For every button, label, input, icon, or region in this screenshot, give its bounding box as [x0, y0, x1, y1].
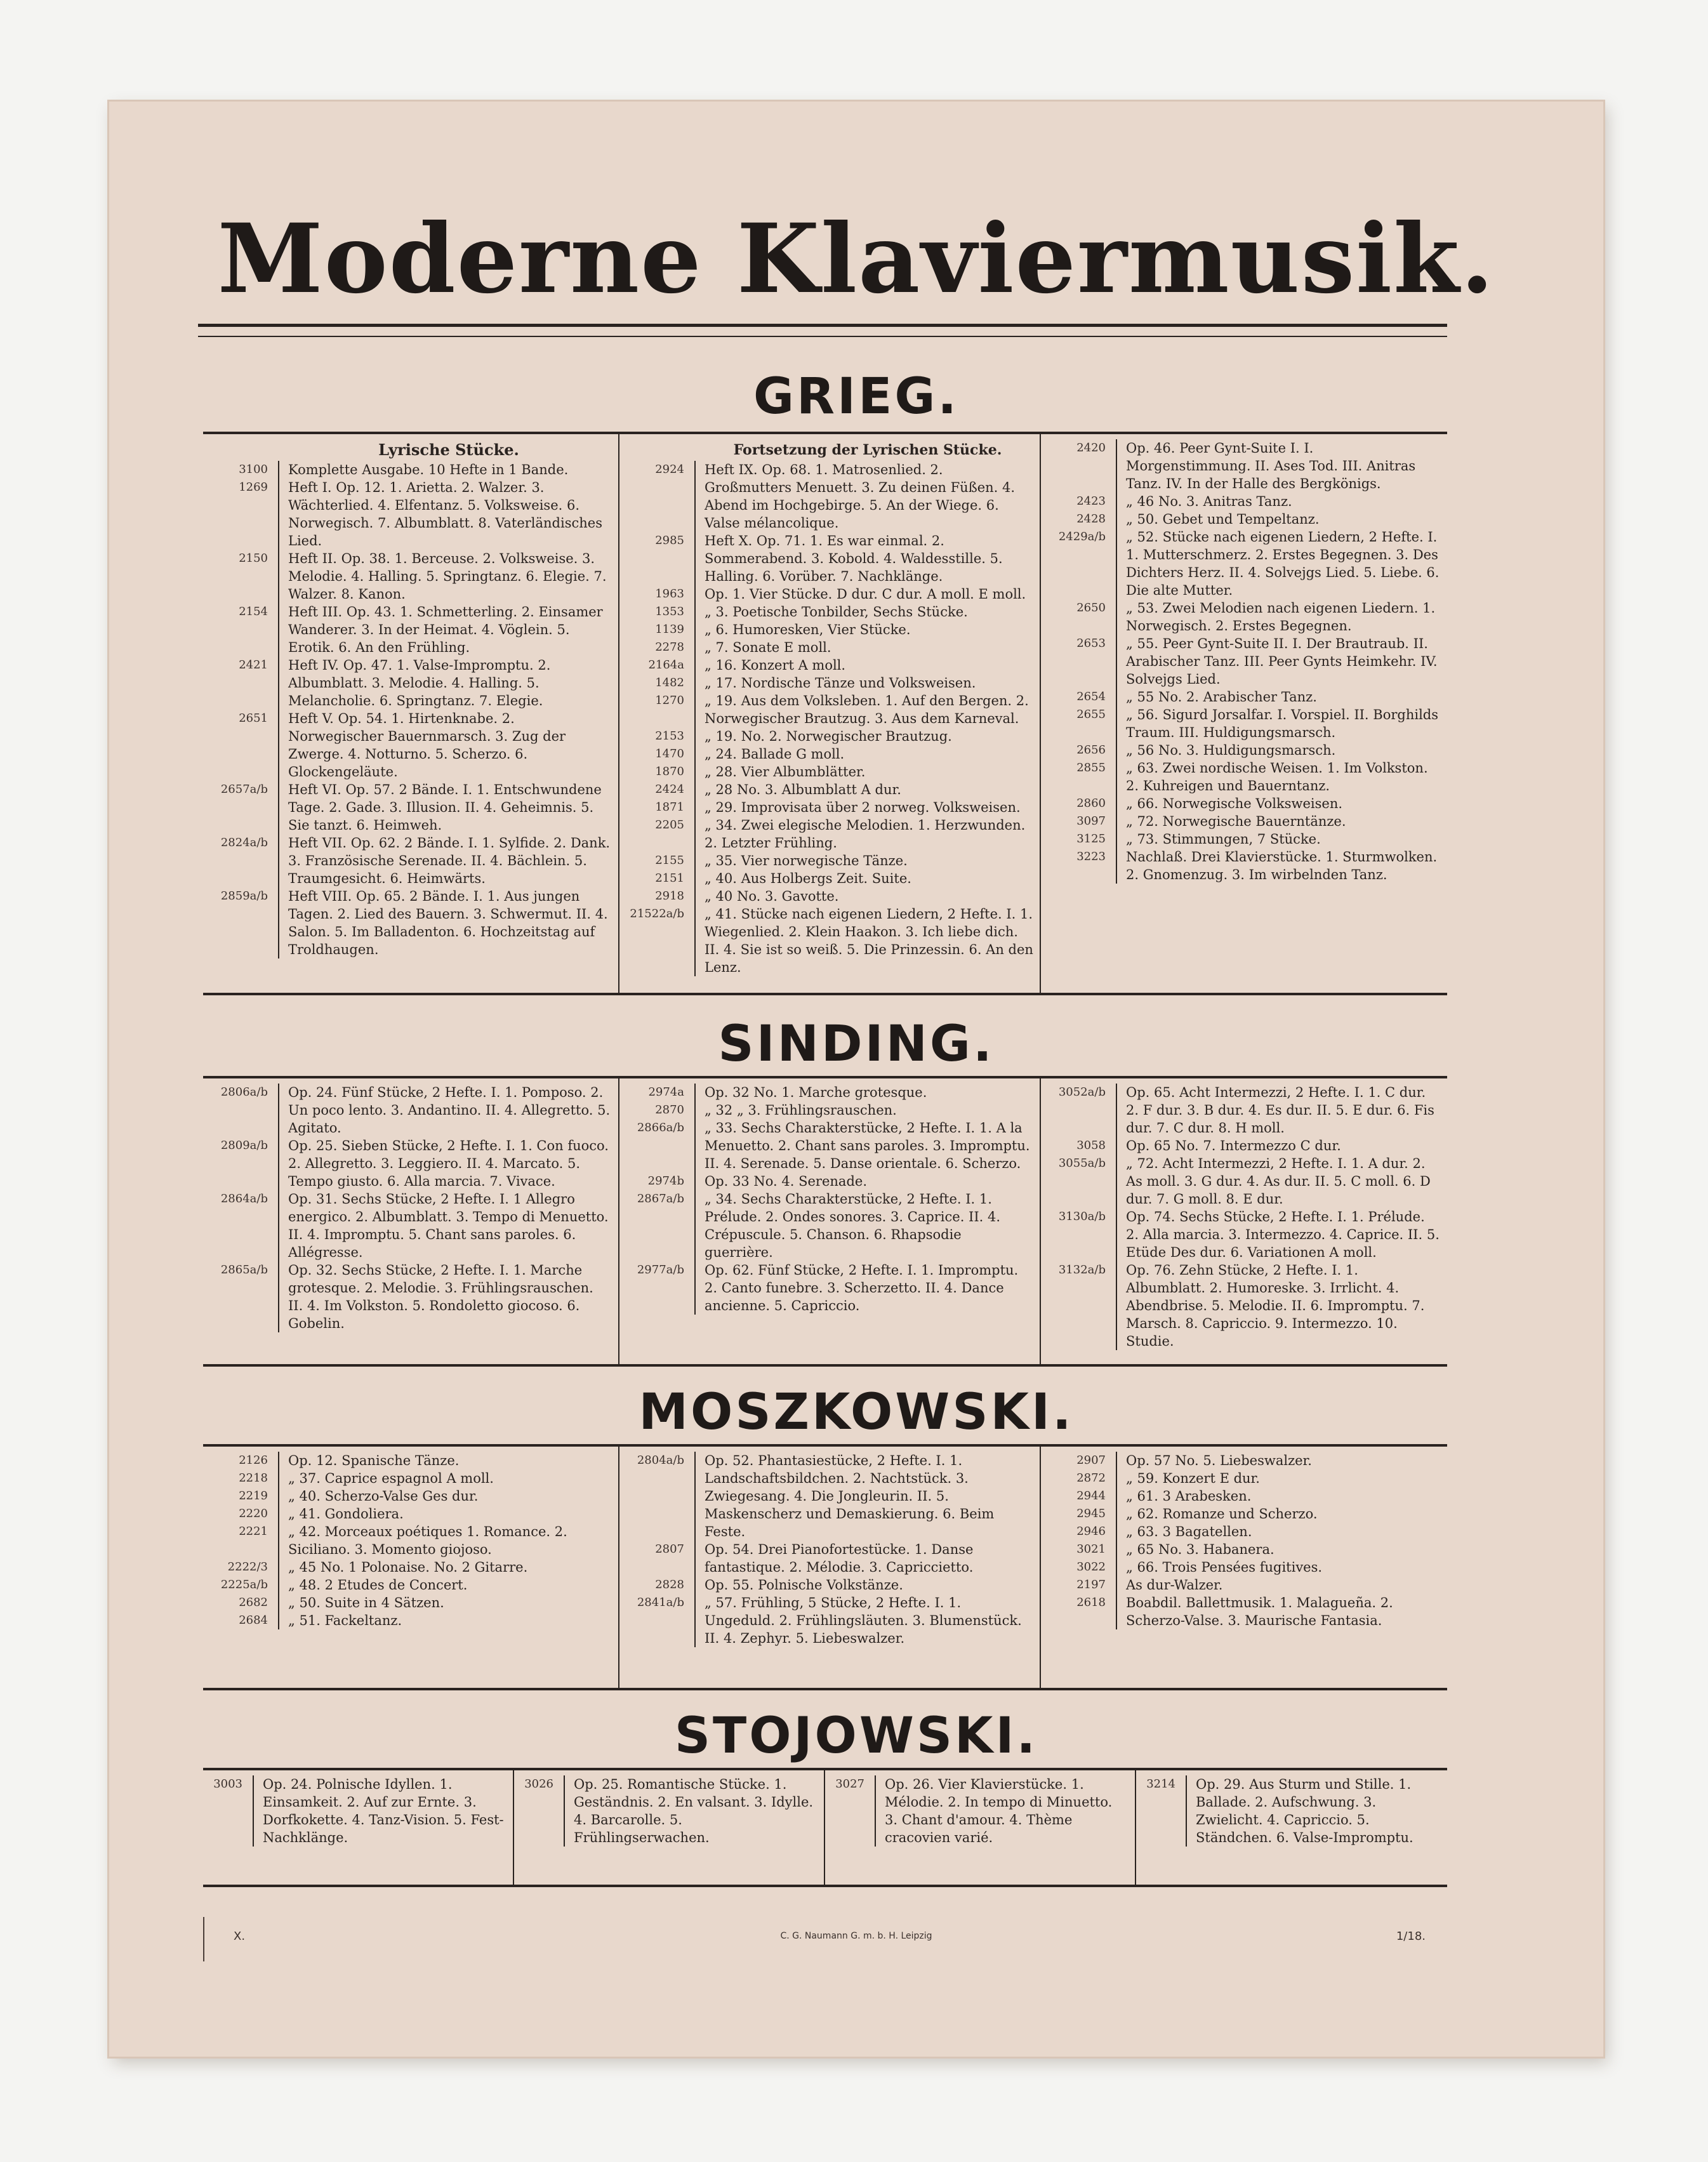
section-grieg — [203, 432, 1447, 995]
catalog-entry — [203, 710, 612, 781]
catalog-number: 1870 — [619, 763, 696, 781]
catalog-number: 2655 — [1041, 706, 1117, 741]
catalog-entry — [619, 674, 1033, 692]
catalog-number: 2151 — [619, 870, 696, 887]
entry-text: „ 32 „ 3. Frühlingsrauschen. — [705, 1103, 897, 1118]
entry-text: „ 19. No. 2. Norwegischer Brautzug. — [705, 729, 952, 744]
catalog-number: 2684 — [203, 1612, 279, 1629]
catalog-number: 2870 — [619, 1101, 696, 1119]
catalog-entry — [1041, 528, 1441, 599]
catalog-number: 3026 — [514, 1775, 565, 1847]
catalog-entry — [619, 816, 1033, 852]
stojowski-column-4 — [1136, 1770, 1447, 1885]
entry-text: Op. 65 No. 7. Intermezzo C dur. — [1126, 1138, 1341, 1153]
grieg-col2-heading: Fortsetzung der Lyrischen Stücke. — [733, 442, 1002, 458]
catalog-number: 2985 — [619, 532, 696, 585]
sinding-column-1 — [203, 1078, 619, 1364]
entry-text: „ 55 No. 2. Arabischer Tanz. — [1126, 689, 1317, 705]
catalog-number: 2424 — [619, 781, 696, 799]
catalog-entry — [1041, 635, 1441, 688]
catalog-number: 2977a/b — [619, 1261, 696, 1315]
catalog-entry — [619, 905, 1033, 976]
catalog-number: 3022 — [1041, 1558, 1117, 1576]
catalog-number: 2653 — [1041, 635, 1117, 688]
entry-text: Heft II. Op. 38. 1. Berceuse. 2. Volksweise. 3. Melodie. 4. Halling. 5. Springtanz. 6. Elegie. 7. Walzer. 8. Kanon. — [288, 551, 607, 602]
entry-text: Boabdil. Ballettmusik. 1. Malagueña. 2. Scherzo-Valse. 3. Maurische Fantasia. — [1126, 1595, 1393, 1628]
catalog-entry — [203, 1137, 612, 1190]
entry-text: „ 59. Konzert E dur. — [1126, 1471, 1260, 1486]
catalog-entry — [1041, 1155, 1441, 1208]
catalog-number: 1139 — [619, 621, 696, 639]
catalog-entry — [619, 852, 1033, 870]
entry-text: Op. 25. Romantische Stücke. 1. Geständnis. 2. En valsant. 3. Idylle. 4. Barcarolle. 5. Frühlingserwachen. — [574, 1777, 814, 1845]
entry-text: „ 72. Norwegische Bauerntänze. — [1126, 814, 1346, 829]
entry-text: „ 41. Gondoliera. — [288, 1506, 404, 1522]
entry-text: „ 50. Gebet und Tempeltanz. — [1126, 512, 1320, 527]
footer-publisher: C. G. Naumann G. m. b. H. Leipzig — [780, 1931, 932, 1941]
catalog-entry — [1041, 848, 1441, 884]
catalog-number: 2866a/b — [619, 1119, 696, 1172]
entry-text: „ 40. Aus Holbergs Zeit. Suite. — [705, 871, 911, 886]
catalog-number: 2219 — [203, 1487, 279, 1505]
catalog-number: 3052a/b — [1041, 1084, 1117, 1137]
catalog-number: 2150 — [203, 550, 279, 603]
catalog-number: 1482 — [619, 674, 696, 692]
catalog-number: 2651 — [203, 710, 279, 781]
catalog-number: 3058 — [1041, 1137, 1117, 1155]
catalog-entry — [619, 1452, 1033, 1541]
catalog-entry — [619, 763, 1033, 781]
catalog-entry — [1041, 1487, 1441, 1505]
entry-text: „ 45 No. 1 Polonaise. No. 2 Gitarre. — [288, 1560, 528, 1575]
catalog-number: 2867a/b — [619, 1190, 696, 1261]
catalog-entry — [203, 1469, 612, 1487]
catalog-number: 2221 — [203, 1523, 279, 1558]
catalog-entry — [1041, 830, 1441, 848]
catalog-number: 2656 — [1041, 741, 1117, 759]
entry-text: „ 37. Caprice espagnol A moll. — [288, 1471, 494, 1486]
footer-left: X. — [234, 1930, 246, 1943]
catalog-number: 3125 — [1041, 830, 1117, 848]
catalog-entry — [825, 1775, 1129, 1847]
catalog-entry — [1041, 706, 1441, 741]
composer-sinding: SINDING. — [718, 1016, 995, 1073]
catalog-number: 3055a/b — [1041, 1155, 1117, 1208]
catalog-entry — [619, 639, 1033, 656]
catalog-entry — [619, 1190, 1033, 1261]
catalog-number: 2429a/b — [1041, 528, 1117, 599]
entry-text: Heft VIII. Op. 65. 2 Bände. I. 1. Aus jungen Tagen. 2. Lied des Bauern. 3. Schwermut. II. 4. Salon. 5. Im Balladenton. 6. Hochzeitstag auf Troldhaugen. — [288, 889, 608, 957]
catalog-number: 2809a/b — [203, 1137, 279, 1190]
composer-stojowski: STOJOWSKI. — [674, 1708, 1038, 1765]
catalog-entry — [1041, 1452, 1441, 1469]
moszkowski-column-1 — [203, 1447, 619, 1688]
catalog-entry — [619, 585, 1033, 603]
sinding-column-2 — [619, 1078, 1041, 1364]
catalog-entry — [1041, 510, 1441, 528]
catalog-entry — [619, 1172, 1033, 1190]
catalog-entry — [203, 1558, 612, 1576]
catalog-entry — [619, 1119, 1033, 1172]
entry-text: „ 17. Nordische Tänze und Volksweisen. — [705, 675, 976, 691]
catalog-number: 2423 — [1041, 493, 1117, 510]
grieg-column-3 — [1041, 434, 1447, 993]
catalog-entry — [1041, 795, 1441, 812]
sinding-column-3 — [1041, 1078, 1447, 1364]
composer-moszkowski: MOSZKOWSKI. — [639, 1384, 1074, 1441]
catalog-entry — [203, 1775, 506, 1847]
catalog-number: 2872 — [1041, 1469, 1117, 1487]
entry-text: „ 40. Scherzo-Valse Ges dur. — [288, 1489, 479, 1504]
catalog-number: 2682 — [203, 1594, 279, 1612]
catalog-entry — [619, 1261, 1033, 1315]
entry-text: „ 7. Sonate E moll. — [705, 640, 831, 655]
entry-text: „ 56 No. 3. Huldigungsmarsch. — [1126, 743, 1336, 758]
catalog-number: 2864a/b — [203, 1190, 279, 1261]
entry-text: „ 33. Sechs Charakterstücke, 2 Hefte. I. 1. A la Menuetto. 2. Chant sans paroles. 3. Impromptu. II. 4. Serenade. 5. Danse orientale. 6. Scherzo. — [705, 1120, 1030, 1171]
entry-text: „ 55. Peer Gynt-Suite II. I. Der Brautraub. II. Arabischer Tanz. III. Peer Gynts Heimkehr. IV. Solvejgs Lied. — [1126, 636, 1438, 687]
catalog-number: 2918 — [619, 887, 696, 905]
catalog-number: 2654 — [1041, 688, 1117, 706]
catalog-number: 3130a/b — [1041, 1208, 1117, 1261]
catalog-entry — [1041, 741, 1441, 759]
catalog-number: 2828 — [619, 1576, 696, 1594]
catalog-number: 2154 — [203, 603, 279, 656]
entry-text: Op. 65. Acht Intermezzi, 2 Hefte. I. 1. C dur. 2. F dur. 3. B dur. 4. Es dur. II. 5. E dur. 6. Fis dur. 7. C dur. 8. H moll. — [1126, 1085, 1434, 1136]
catalog-number: 2205 — [619, 816, 696, 852]
catalog-entry — [619, 1541, 1033, 1576]
grieg-col3-list — [1041, 439, 1441, 884]
entry-text: Heft V. Op. 54. 1. Hirtenknabe. 2. Norwegischer Bauernmarsch. 3. Zug der Zwerge. 4. Notturno. 5. Scherzo. 6. Glockengeläute. — [288, 711, 566, 779]
entry-text: „ 16. Konzert A moll. — [705, 658, 846, 673]
catalog-number: 3027 — [825, 1775, 876, 1847]
catalog-number: 3100 — [203, 461, 279, 479]
catalog-entry — [203, 479, 612, 550]
entry-text: „ 34. Zwei elegische Melodien. 1. Herzwunden. 2. Letzter Frühling. — [705, 818, 1026, 851]
catalog-entry — [203, 603, 612, 656]
entry-text: „ 57. Frühling, 5 Stücke, 2 Hefte. I. 1. Ungeduld. 2. Frühlingsläuten. 3. Blumenstück. II. 4. Zephyr. 5. Liebeswalzer. — [705, 1595, 1022, 1646]
catalog-entry — [1041, 1261, 1441, 1350]
catalog-entry — [203, 1487, 612, 1505]
entry-text: Heft III. Op. 43. 1. Schmetterling. 2. Einsamer Wanderer. 3. In der Heimat. 4. Vöglein. 5. Erotik. 6. An den Frühling. — [288, 604, 603, 655]
entry-text: „ 34. Sechs Charakterstücke, 2 Hefte. I. 1. Prélude. 2. Ondes sonores. 3. Caprice. II. 4. Crépuscule. 5. Chanson. 6. Rhapsodie guerrière. — [705, 1191, 1001, 1260]
catalog-number: 2155 — [619, 852, 696, 870]
entry-text: „ 28. Vier Albumblätter. — [705, 764, 866, 779]
entry-text: Op. 55. Polnische Volkstänze. — [705, 1577, 903, 1593]
entry-text: Heft X. Op. 71. 1. Es war einmal. 2. Sommerabend. 3. Kobold. 4. Waldesstille. 5. Halling. 6. Vorüber. 7. Nachklänge. — [705, 533, 1003, 584]
catalog-entry — [203, 1612, 612, 1629]
catalog-number: 3021 — [1041, 1541, 1117, 1558]
catalog-entry — [203, 1190, 612, 1261]
catalog-entry — [1041, 1558, 1441, 1576]
entry-text: „ 29. Improvisata über 2 norweg. Volksweisen. — [705, 800, 1021, 815]
entry-text: „ 63. Zwei nordische Weisen. 1. Im Volkston. 2. Kuhreigen und Bauerntanz. — [1126, 760, 1428, 793]
catalog-number: 2420 — [1041, 439, 1117, 493]
entry-text: Op. 24. Polnische Idyllen. 1. Einsamkeit. 2. Auf zur Ernte. 3. Dorfkokette. 4. Tanz-Vision. 5. Fest-Nachklänge. — [263, 1777, 504, 1845]
entry-text: „ 3. Poetische Tonbilder, Sechs Stücke. — [705, 604, 968, 620]
catalog-entry — [1041, 1084, 1441, 1137]
entry-text: Heft VII. Op. 62. 2 Bände. I. 1. Sylfide. 2. Dank. 3. Französische Serenade. II. 4. Bächlein. 5. Traumgesicht. 6. Heimwärts. — [288, 835, 611, 886]
entry-text: Op. 26. Vier Klavierstücke. 1. Mélodie. 2. In tempo di Minuetto. 3. Chant d'amour. 4. Thème cracovien varié. — [885, 1777, 1113, 1845]
catalog-entry — [1041, 1576, 1441, 1594]
catalog-entry — [1041, 1137, 1441, 1155]
catalog-entry — [203, 1505, 612, 1523]
grieg-col2-list — [619, 461, 1033, 976]
catalog-number: 1871 — [619, 799, 696, 816]
entry-text: Heft VI. Op. 57. 2 Bände. I. 1. Entschwundene Tage. 2. Gade. 3. Illusion. II. 4. Geheimnis. 5. Sie tanzt. 6. Heimweh. — [288, 782, 602, 833]
entry-text: „ 50. Suite in 4 Sätzen. — [288, 1595, 444, 1610]
section-stojowski — [203, 1768, 1447, 1887]
entry-text: „ 52. Stücke nach eigenen Liedern, 2 Hefte. I. 1. Mutterschmerz. 2. Erstes Begegnen. 3. Des Dichters Herz. II. 4. Solvejgs Lied. 5. Liebe. 6. Die alte Mutter. — [1126, 529, 1440, 598]
entry-text: „ 62. Romanze und Scherzo. — [1126, 1506, 1318, 1522]
catalog-number: 2126 — [203, 1452, 279, 1469]
catalog-number: 2278 — [619, 639, 696, 656]
entry-text: „ 56. Sigurd Jorsalfar. I. Vorspiel. II. Borghilds Traum. III. Huldigungsmarsch. — [1126, 707, 1439, 740]
entry-text: „ 24. Ballade G moll. — [705, 746, 845, 762]
catalog-entry — [619, 532, 1033, 585]
catalog-entry — [203, 834, 612, 887]
grieg-col1-heading: Lyrische Stücke. — [378, 441, 519, 459]
entry-text: Op. 54. Drei Pianofortestücke. 1. Danse fantastique. 2. Mélodie. 3. Capriccietto. — [705, 1542, 974, 1575]
catalog-number: 1353 — [619, 603, 696, 621]
entry-text: Op. 62. Fünf Stücke, 2 Hefte. I. 1. Impromptu. 2. Canto funebre. 3. Scherzetto. II. 4. Dance ancienne. 5. Capriccio. — [705, 1263, 1019, 1313]
catalog-entry — [203, 1576, 612, 1594]
catalog-number: 2865a/b — [203, 1261, 279, 1332]
catalog-entry — [619, 656, 1033, 674]
catalog-entry — [619, 1594, 1033, 1647]
entry-text: „ 42. Morceaux poétiques 1. Romance. 2. Siciliano. 3. Momento giojoso. — [288, 1524, 567, 1557]
catalog-entry — [619, 461, 1033, 532]
entry-text: „ 28 No. 3. Albumblatt A dur. — [705, 782, 901, 797]
catalog-number: 2807 — [619, 1541, 696, 1576]
stojowski-column-2 — [514, 1770, 825, 1885]
catalog-number: 2804a/b — [619, 1452, 696, 1541]
entry-text: Komplette Ausgabe. 10 Hefte in 1 Bande. — [288, 462, 569, 477]
catalog-number: 2153 — [619, 727, 696, 745]
catalog-entry — [203, 781, 612, 834]
entry-text: „ 41. Stücke nach eigenen Liedern, 2 Hefte. I. 1. Wiegenlied. 2. Klein Haakon. 3. Ich liebe dich. II. 4. Sie ist so weiß. 5. Die Prinzessin. 6. An den Lenz. — [705, 906, 1033, 975]
catalog-entry — [619, 727, 1033, 745]
catalog-entry — [1041, 1469, 1441, 1487]
catalog-entry — [203, 461, 612, 479]
catalog-number: 2946 — [1041, 1523, 1117, 1541]
entry-text: „ 48. 2 Etudes de Concert. — [288, 1577, 468, 1593]
catalog-number: 2218 — [203, 1469, 279, 1487]
catalog-number: 2924 — [619, 461, 696, 532]
catalog-number: 1270 — [619, 692, 696, 727]
catalog-number: 2841a/b — [619, 1594, 696, 1647]
catalog-number: 2855 — [1041, 759, 1117, 795]
entry-text: Op. 12. Spanische Tänze. — [288, 1453, 460, 1468]
catalog-number: 2164a — [619, 656, 696, 674]
catalog-entry — [1041, 1208, 1441, 1261]
title-rule — [198, 324, 1447, 337]
entry-text: „ 53. Zwei Melodien nach eigenen Liedern. 1. Norwegisch. 2. Erstes Begegnen. — [1126, 600, 1436, 633]
catalog-number: 1269 — [203, 479, 279, 550]
entry-text: Op. 32. Sechs Stücke, 2 Hefte. I. 1. Marche grotesque. 2. Melodie. 3. Frühlingsrauschen. II. 4. Im Volkston. 5. Rondoletto giocoso. 6. Gobelin. — [288, 1263, 593, 1331]
grieg-column-2 — [619, 434, 1041, 993]
catalog-entry — [1041, 1594, 1441, 1629]
catalog-number: 2824a/b — [203, 834, 279, 887]
catalog-entry — [203, 1452, 612, 1469]
catalog-entry — [203, 1261, 612, 1332]
catalog-number: 1470 — [619, 745, 696, 763]
page-title: Moderne Klaviermusik. — [217, 203, 1495, 315]
catalog-entry — [203, 887, 612, 958]
moszkowski-column-3 — [1041, 1447, 1447, 1688]
entry-text: Op. 32 No. 1. Marche grotesque. — [705, 1085, 927, 1100]
entry-text: Nachlaß. Drei Klavierstücke. 1. Sturmwolken. 2. Gnomenzug. 3. Im wirbelnden Tanz. — [1126, 849, 1438, 882]
catalog-entry — [619, 745, 1033, 763]
entry-text: Op. 29. Aus Sturm und Stille. 1. Ballade. 2. Aufschwung. 3. Zwielicht. 4. Capriccio. 5. Ständchen. 6. Valse-Impromptu. — [1196, 1777, 1413, 1845]
grieg-column-1 — [203, 434, 619, 993]
catalog-entry — [619, 1576, 1033, 1594]
catalog-entry — [1041, 1505, 1441, 1523]
moszkowski-column-2 — [619, 1447, 1041, 1688]
entry-text: „ 19. Aus dem Volksleben. 1. Auf den Bergen. 2. Norwegischer Brautzug. 3. Aus dem Karneval. — [705, 693, 1029, 726]
entry-text: „ 66. Norwegische Volksweisen. — [1126, 796, 1343, 811]
catalog-entry — [203, 1084, 612, 1137]
catalog-entry — [1041, 599, 1441, 635]
catalog-entry — [619, 1101, 1033, 1119]
entry-text: „ 40 No. 3. Gavotte. — [705, 889, 839, 904]
section-moszkowski — [203, 1444, 1447, 1690]
catalog-number: 2220 — [203, 1505, 279, 1523]
catalog-entry — [1041, 1523, 1441, 1541]
catalog-entry — [619, 799, 1033, 816]
stojowski-column-3 — [825, 1770, 1136, 1885]
catalog-entry — [619, 870, 1033, 887]
entry-text: Op. 76. Zehn Stücke, 2 Hefte. I. 1. Albumblatt. 2. Humoreske. 3. Irrlicht. 4. Abendbrise. 5. Melodie. II. 6. Impromptu. 7. Marsch. 8. Capriccio. 9. Intermezzo. 10. Studie. — [1126, 1263, 1425, 1349]
entry-text: Op. 46. Peer Gynt-Suite I. I. Morgenstimmung. II. Ases Tod. III. Anitras Tanz. IV. In der Halle des Bergkönigs. — [1126, 441, 1416, 491]
entry-text: „ 46 No. 3. Anitras Tanz. — [1126, 494, 1292, 509]
footer-right: 1/18. — [1396, 1930, 1426, 1943]
entry-text: Heft IV. Op. 47. 1. Valse-Impromptu. 2. Albumblatt. 3. Melodie. 4. Halling. 5. Melancholie. 6. Springtanz. 7. Elegie. — [288, 658, 551, 708]
grieg-col1-list — [203, 461, 612, 958]
catalog-entry — [1041, 493, 1441, 510]
catalog-number: 2860 — [1041, 795, 1117, 812]
catalog-number: 3132a/b — [1041, 1261, 1117, 1350]
stojowski-column-1 — [203, 1770, 514, 1885]
catalog-entry — [203, 656, 612, 710]
catalog-number: 3097 — [1041, 812, 1117, 830]
entry-text: Heft IX. Op. 68. 1. Matrosenlied. 2. Großmutters Menuett. 3. Zu deinen Füßen. 4. Abend im Hochgebirge. 5. An der Wiege. 6. Valse mélancolique. — [705, 462, 1016, 531]
catalog-entry — [1041, 1541, 1441, 1558]
catalog-number: 2197 — [1041, 1576, 1117, 1594]
entry-text: „ 61. 3 Arabesken. — [1126, 1489, 1252, 1504]
section-sinding — [203, 1076, 1447, 1367]
catalog-number: 3223 — [1041, 848, 1117, 884]
entry-text: „ 65 No. 3. Habanera. — [1126, 1542, 1274, 1557]
entry-text: „ 72. Acht Intermezzi, 2 Hefte. I. 1. A dur. 2. As moll. 3. G dur. 4. As dur. II. 5. C moll. 6. D dur. 7. G moll. 8. E dur. — [1126, 1156, 1431, 1207]
catalog-number: 2428 — [1041, 510, 1117, 528]
catalog-entry — [619, 781, 1033, 799]
catalog-number: 2650 — [1041, 599, 1117, 635]
entry-text: Op. 24. Fünf Stücke, 2 Hefte. I. 1. Pomposo. 2. Un poco lento. 3. Andantino. II. 4. Allegretto. 5. Agitato. — [288, 1085, 611, 1136]
catalog-entry — [619, 603, 1033, 621]
catalog-number: 2222/3 — [203, 1558, 279, 1576]
catalog-entry — [619, 1084, 1033, 1101]
composer-grieg: GRIEG. — [753, 368, 960, 425]
catalog-entry — [619, 621, 1033, 639]
entry-text: Heft I. Op. 12. 1. Arietta. 2. Walzer. 3. Wächterlied. 4. Elfentanz. 5. Volksweise. 6. Norwegisch. 7. Albumblatt. 8. Vaterländisches Lied. — [288, 480, 602, 548]
catalog-number: 3003 — [203, 1775, 254, 1847]
entry-text: „ 66. Trois Pensées fugitives. — [1126, 1560, 1323, 1575]
catalog-entry — [203, 1594, 612, 1612]
entry-text: Op. 57 No. 5. Liebeswalzer. — [1126, 1453, 1312, 1468]
entry-text: „ 6. Humoresken, Vier Stücke. — [705, 622, 911, 637]
entry-text: Op. 1. Vier Stücke. D dur. C dur. A moll. E moll. — [705, 587, 1026, 602]
catalog-entry — [1041, 759, 1441, 795]
catalog-number: 2945 — [1041, 1505, 1117, 1523]
entry-text: „ 73. Stimmungen, 7 Stücke. — [1126, 832, 1321, 847]
catalog-entry — [619, 692, 1033, 727]
entry-text: „ 35. Vier norwegische Tänze. — [705, 853, 908, 868]
entry-text: Op. 33 No. 4. Serenade. — [705, 1174, 867, 1189]
entry-text: „ 63. 3 Bagatellen. — [1126, 1524, 1252, 1539]
catalog-number: 2806a/b — [203, 1084, 279, 1137]
catalog-number: 2421 — [203, 656, 279, 710]
catalog-entry — [1136, 1775, 1441, 1847]
entry-text: Op. 52. Phantasiestücke, 2 Hefte. I. 1. Landschaftsbildchen. 2. Nachtstück. 3. Zwiegesang. 4. Die Jongleurin. II. 5. Maskenscherz und Demaskierung. 6. Beim Feste. — [705, 1453, 995, 1539]
catalog-number: 2618 — [1041, 1594, 1117, 1629]
catalog-entry — [514, 1775, 818, 1847]
entry-text: „ 51. Fackeltanz. — [288, 1613, 402, 1628]
entry-text: Op. 31. Sechs Stücke, 2 Hefte. I. 1 Allegro energico. 2. Albumblatt. 3. Tempo di Menuetto. II. 4. Impromptu. 5. Chant sans paroles. 6. Allégresse. — [288, 1191, 609, 1260]
printed-sheet — [109, 102, 1603, 2057]
catalog-entry — [1041, 812, 1441, 830]
catalog-number: 2974a — [619, 1084, 696, 1101]
entry-text: As dur-Walzer. — [1126, 1577, 1223, 1593]
catalog-number: 3214 — [1136, 1775, 1187, 1847]
catalog-entry — [203, 1523, 612, 1558]
entry-text: Op. 25. Sieben Stücke, 2 Hefte. I. 1. Con fuoco. 2. Allegretto. 3. Leggiero. II. 4. Marcato. 5. Tempo giusto. 6. Alla marcia. 7. Vivace. — [288, 1138, 609, 1189]
catalog-number: 1963 — [619, 585, 696, 603]
catalog-number: 2907 — [1041, 1452, 1117, 1469]
catalog-number: 2225a/b — [203, 1576, 279, 1594]
catalog-number: 21522a/b — [619, 905, 696, 976]
entry-text: Op. 74. Sechs Stücke, 2 Hefte. I. 1. Prélude. 2. Alla marcia. 3. Intermezzo. 4. Caprice. II. 5. Etüde Des dur. 6. Variationen A moll. — [1126, 1209, 1440, 1260]
catalog-entry — [619, 887, 1033, 905]
catalog-number: 2974b — [619, 1172, 696, 1190]
catalog-entry — [203, 550, 612, 603]
catalog-number: 2944 — [1041, 1487, 1117, 1505]
catalog-number: 2657a/b — [203, 781, 279, 834]
catalog-entry — [1041, 439, 1441, 493]
catalog-entry — [1041, 688, 1441, 706]
catalog-number: 2859a/b — [203, 887, 279, 958]
